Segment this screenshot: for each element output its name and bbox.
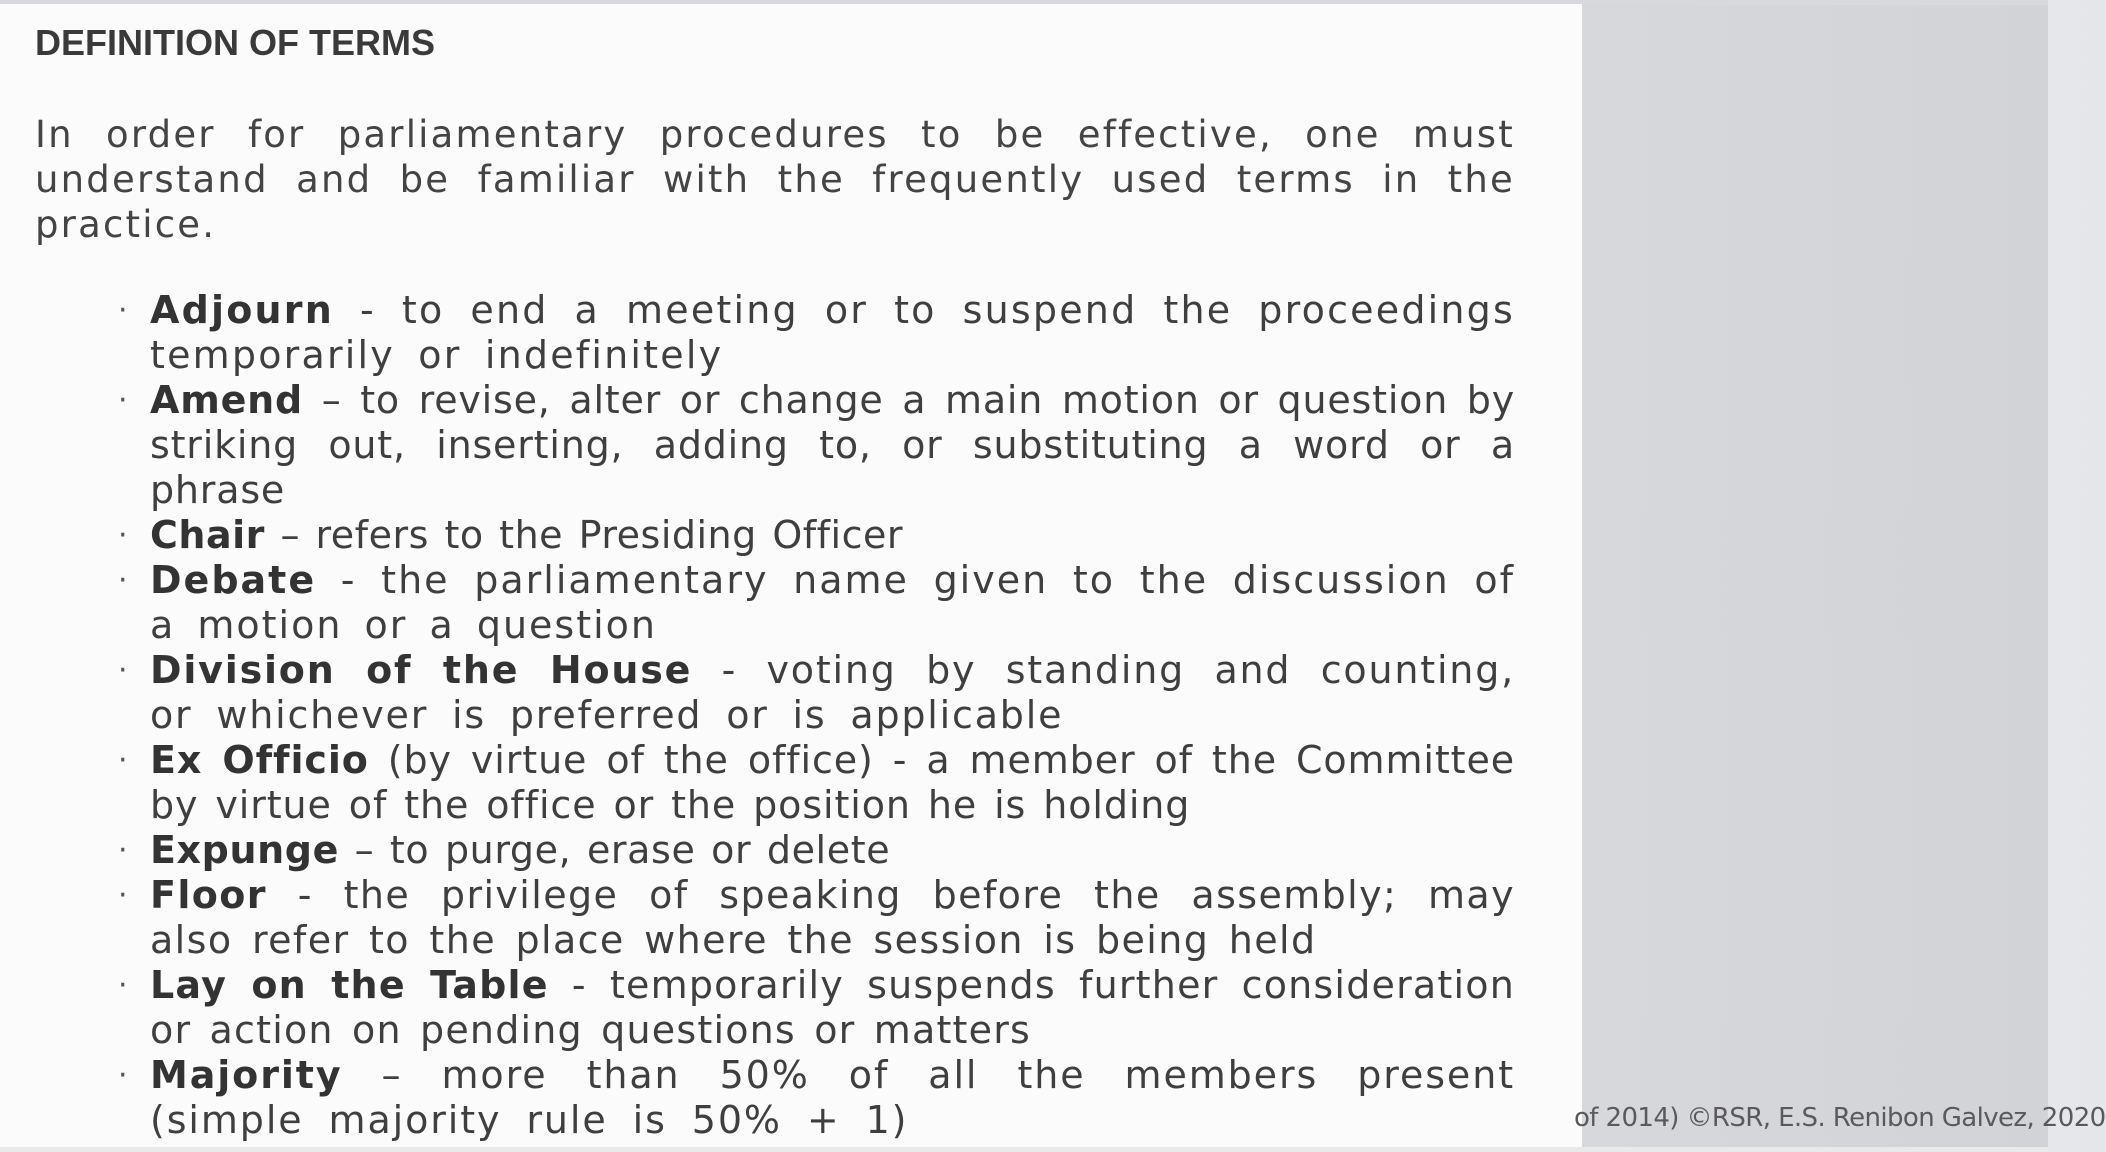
list-item-floor — [118, 873, 1515, 963]
bullet-icon: · — [118, 968, 129, 1003]
term-word: Division of the House — [150, 648, 693, 692]
bullet-icon: · — [118, 743, 129, 778]
bullet-icon: · — [118, 563, 130, 598]
term-definition: - the privilege of speaking before the assembly; may also refer to the place where the session is being held — [150, 873, 1515, 962]
page-title: DEFINITION OF TERMS — [35, 22, 435, 63]
list-item-ex-officio — [118, 738, 1516, 828]
term-definition: - to end a meeting or to suspend the proceedings temporarily or indefinitely — [150, 288, 1515, 377]
term-word: Debate — [150, 558, 317, 602]
term-word: Majority — [150, 1053, 343, 1097]
term-word: Lay on the Table — [150, 963, 549, 1007]
term-word: Floor — [150, 873, 267, 917]
bullet-icon: · — [118, 833, 129, 868]
list-item-adjourn — [118, 288, 1515, 378]
term-definition: - the parliamentary name given to the discussion of a motion or a question — [150, 558, 1515, 647]
list-item-expunge — [118, 828, 1515, 873]
term-definition: - voting by standing and counting, or whichever is preferred or is applicable — [150, 648, 1515, 737]
list-item-lay-on-the-table — [118, 963, 1515, 1053]
list-item-chair — [118, 513, 1515, 558]
bullet-icon: · — [118, 653, 130, 688]
term-word: Amend — [150, 378, 304, 422]
list-item-debate — [118, 558, 1515, 648]
bullet-icon: · — [118, 293, 130, 328]
document-scan — [0, 4, 1582, 1148]
term-word: Chair — [150, 513, 265, 557]
term-definition: - temporarily suspends further consideration or action on pending questions or matters — [150, 963, 1515, 1052]
list-item-majority — [118, 1053, 1515, 1143]
term-definition: – to revise, alter or change a main motion or question by striking out, inserting, adding to, or substituting a word or a phrase — [150, 378, 1515, 512]
term-definition: – to purge, erase or delete — [338, 828, 891, 872]
term-definition: – refers to the Presiding Officer — [264, 513, 903, 557]
bullet-icon: · — [118, 878, 129, 913]
list-item-division-of-the-house — [118, 648, 1515, 738]
bottom-border — [0, 1147, 2048, 1152]
list-item-amend — [118, 378, 1515, 513]
terms-list — [118, 288, 1516, 1143]
copyright-credit: of 2014) ©RSR, E.S. Renibon Galvez, 2020 — [1574, 1103, 2106, 1133]
term-word: Ex Officio — [150, 738, 369, 782]
term-word: Adjourn — [150, 288, 334, 332]
term-word: Expunge — [150, 828, 339, 872]
term-definition: – more than 50% of all the members present (simple majority rule is 50% + 1) — [150, 1053, 1515, 1142]
bullet-icon: · — [118, 383, 129, 418]
intro-paragraph: In order for parliamentary procedures to be effective, one must understand and be familiar with the frequently used terms in the practice. — [35, 113, 1515, 246]
term-definition: (by virtue of the office) - a member of the Committee by virtue of the office or the position he is holding — [150, 738, 1516, 827]
bullet-icon: · — [118, 1058, 130, 1093]
bullet-icon: · — [118, 518, 129, 553]
